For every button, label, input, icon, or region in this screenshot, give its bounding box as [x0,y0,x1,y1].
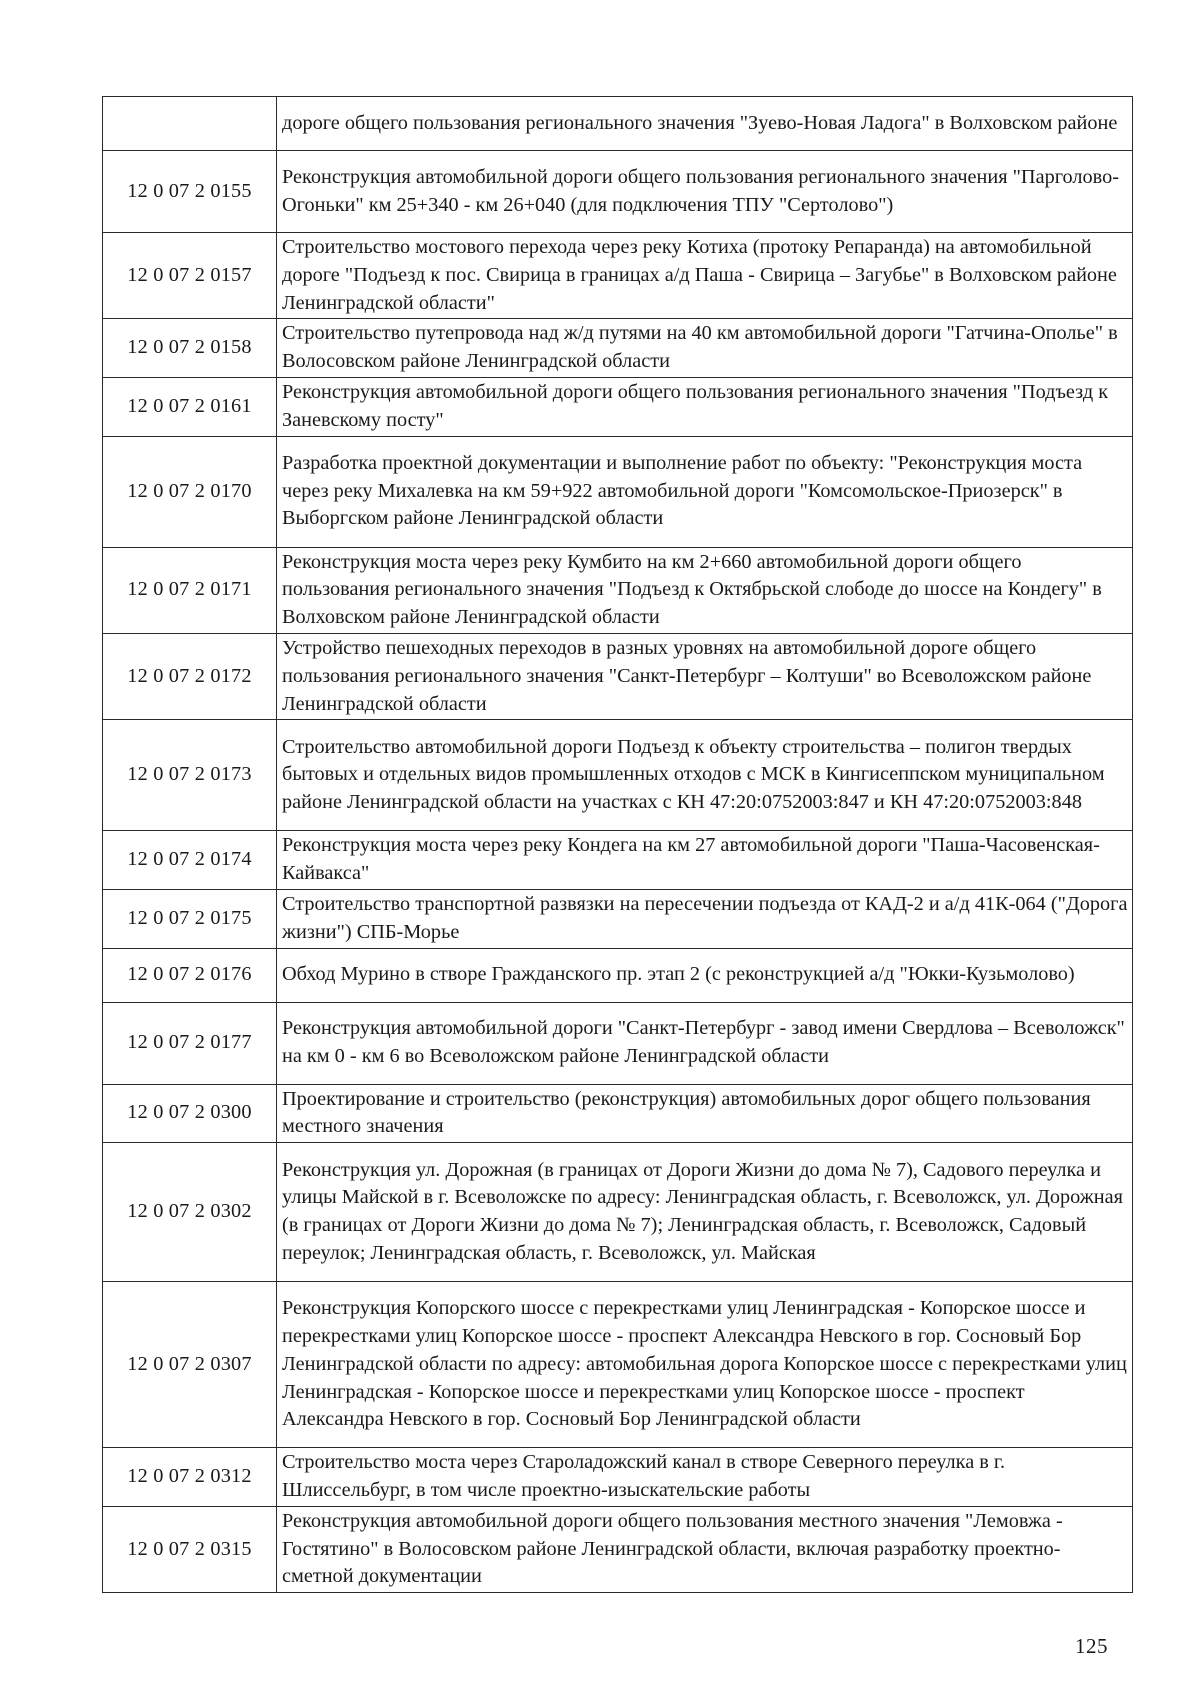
table-row [103,1448,1133,1507]
description-cell: Обход Мурино в створе Гражданского пр. этап 2 (с реконструкцией а/д "Юкки-Кузьмолово) [277,948,1133,1002]
description-cell: Разработка проектной документации и выполнение работ по объекту: "Реконструкция моста через реку Михалевка на км 59+922 автомобильной дороги "Комсомольское-Приозерск" в Выборгском районе Ленинградской области [277,436,1133,547]
table-row [103,436,1133,547]
code-cell: 12 0 07 2 0157 [103,233,277,319]
page-number: 125 [1075,1634,1108,1658]
code-cell: 12 0 07 2 0171 [103,547,277,633]
description-cell: Строительство транспортной развязки на пересечении подъезда от КАД-2 и а/д 41К-064 ("Дорога жизни") СПБ-Морье [277,889,1133,948]
table-row [103,233,1133,319]
table-row [103,1506,1133,1592]
code-cell: 12 0 07 2 0176 [103,948,277,1002]
code-cell: 12 0 07 2 0173 [103,720,277,831]
description-cell: Проектирование и строительство (реконструкция) автомобильных дорог общего пользования местного значения [277,1084,1133,1143]
code-cell: 12 0 07 2 0155 [103,151,277,233]
description-cell: Устройство пешеходных переходов в разных уровнях на автомобильной дороге общего пользования регионального значения "Санкт-Петербург – Колтуши" во Всеволожском районе Ленинградской области [277,633,1133,719]
table-row [103,720,1133,831]
table-row [103,889,1133,948]
description-cell: Реконструкция ул. Дорожная (в границах от Дороги Жизни до дома № 7), Садового переулка и улицы Майской в г. Всеволожске по адресу: Ленинградская область, г. Всеволожск, ул. Дорожная (в границах от Дороги Жизни до дома № 7); Ленинградская область, г. Всеволожск, Садовый переулок; Ленинградская область, г. Всеволожск, ул. Майская [277,1143,1133,1282]
code-cell [103,97,277,151]
code-cell: 12 0 07 2 0161 [103,377,277,436]
budget-code-table [102,96,1133,1593]
table-row [103,831,1133,890]
table-row [103,547,1133,633]
table-row [103,97,1133,151]
code-cell: 12 0 07 2 0172 [103,633,277,719]
description-cell: дороге общего пользования регионального значения "Зуево-Новая Ладога" в Волховском районе [277,97,1133,151]
description-cell: Строительство автомобильной дороги Подъезд к объекту строительства – полигон твердых бытовых и отдельных видов промышленных отходов с МСК в Кингисеппском муниципальном районе Ленинградской области на участках с КН 47:20:0752003:847 и КН 47:20:0752003:848 [277,720,1133,831]
table-row [103,319,1133,378]
code-cell: 12 0 07 2 0307 [103,1282,277,1448]
table-row [103,151,1133,233]
table-row [103,1002,1133,1084]
code-cell: 12 0 07 2 0158 [103,319,277,378]
table-row [103,1282,1133,1448]
description-cell: Реконструкция автомобильной дороги общего пользования местного значения "Лемовжа - Гостятино" в Волосовском районе Ленинградской области, включая разработку проектно-сметной документации [277,1506,1133,1592]
description-cell: Строительство моста через Староладожский канал в створе Северного переулка в г. Шлиссельбург, в том числе проектно-изыскательские работы [277,1448,1133,1507]
table-row [103,1143,1133,1282]
description-cell: Реконструкция автомобильной дороги общего пользования регионального значения "Подъезд к Заневскому посту" [277,377,1133,436]
description-cell: Реконструкция автомобильной дороги "Санкт-Петербург - завод имени Свердлова – Всеволожск" на км 0 - км 6 во Всеволожском районе Ленинградской области [277,1002,1133,1084]
code-cell: 12 0 07 2 0312 [103,1448,277,1507]
code-cell: 12 0 07 2 0315 [103,1506,277,1592]
table-row [103,633,1133,719]
description-cell: Реконструкция Копорского шоссе с перекрестками улиц Ленинградская - Копорское шоссе и перекрестками улиц Копорское шоссе - проспект Александра Невского в гор. Сосновый Бор Ленинградской области по адресу: автомобильная дорога Копорское шоссе с перекрестками улиц Ленинградская - Копорское шоссе и перекрестками улиц Копорское шоссе - проспект Александра Невского в гор. Сосновый Бор Ленинградской области [277,1282,1133,1448]
code-cell: 12 0 07 2 0175 [103,889,277,948]
code-cell: 12 0 07 2 0302 [103,1143,277,1282]
table-row [103,948,1133,1002]
description-cell: Строительство путепровода над ж/д путями на 40 км автомобильной дороги "Гатчина-Ополье" в Волосовском районе Ленинградской области [277,319,1133,378]
description-cell: Реконструкция моста через реку Кумбито на км 2+660 автомобильной дороги общего пользования регионального значения "Подъезд к Октябрьской слободе до шоссе на Кондегу" в Волховском районе Ленинградской области [277,547,1133,633]
code-cell: 12 0 07 2 0177 [103,1002,277,1084]
table-row [103,377,1133,436]
code-cell: 12 0 07 2 0174 [103,831,277,890]
description-cell: Реконструкция автомобильной дороги общего пользования регионального значения "Парголово-Огоньки" км 25+340 - км 26+040 (для подключения ТПУ "Сертолово") [277,151,1133,233]
code-cell: 12 0 07 2 0300 [103,1084,277,1143]
description-cell: Строительство мостового перехода через реку Котиха (протоку Репаранда) на автомобильной дороге "Подъезд к пос. Свирица в границах а/д Паша - Свирица – Загубье" в Волховском районе Ленинградской области" [277,233,1133,319]
table-row [103,1084,1133,1143]
code-cell: 12 0 07 2 0170 [103,436,277,547]
description-cell: Реконструкция моста через реку Кондега на км 27 автомобильной дороги "Паша-Часовенская-Кайвакса" [277,831,1133,890]
